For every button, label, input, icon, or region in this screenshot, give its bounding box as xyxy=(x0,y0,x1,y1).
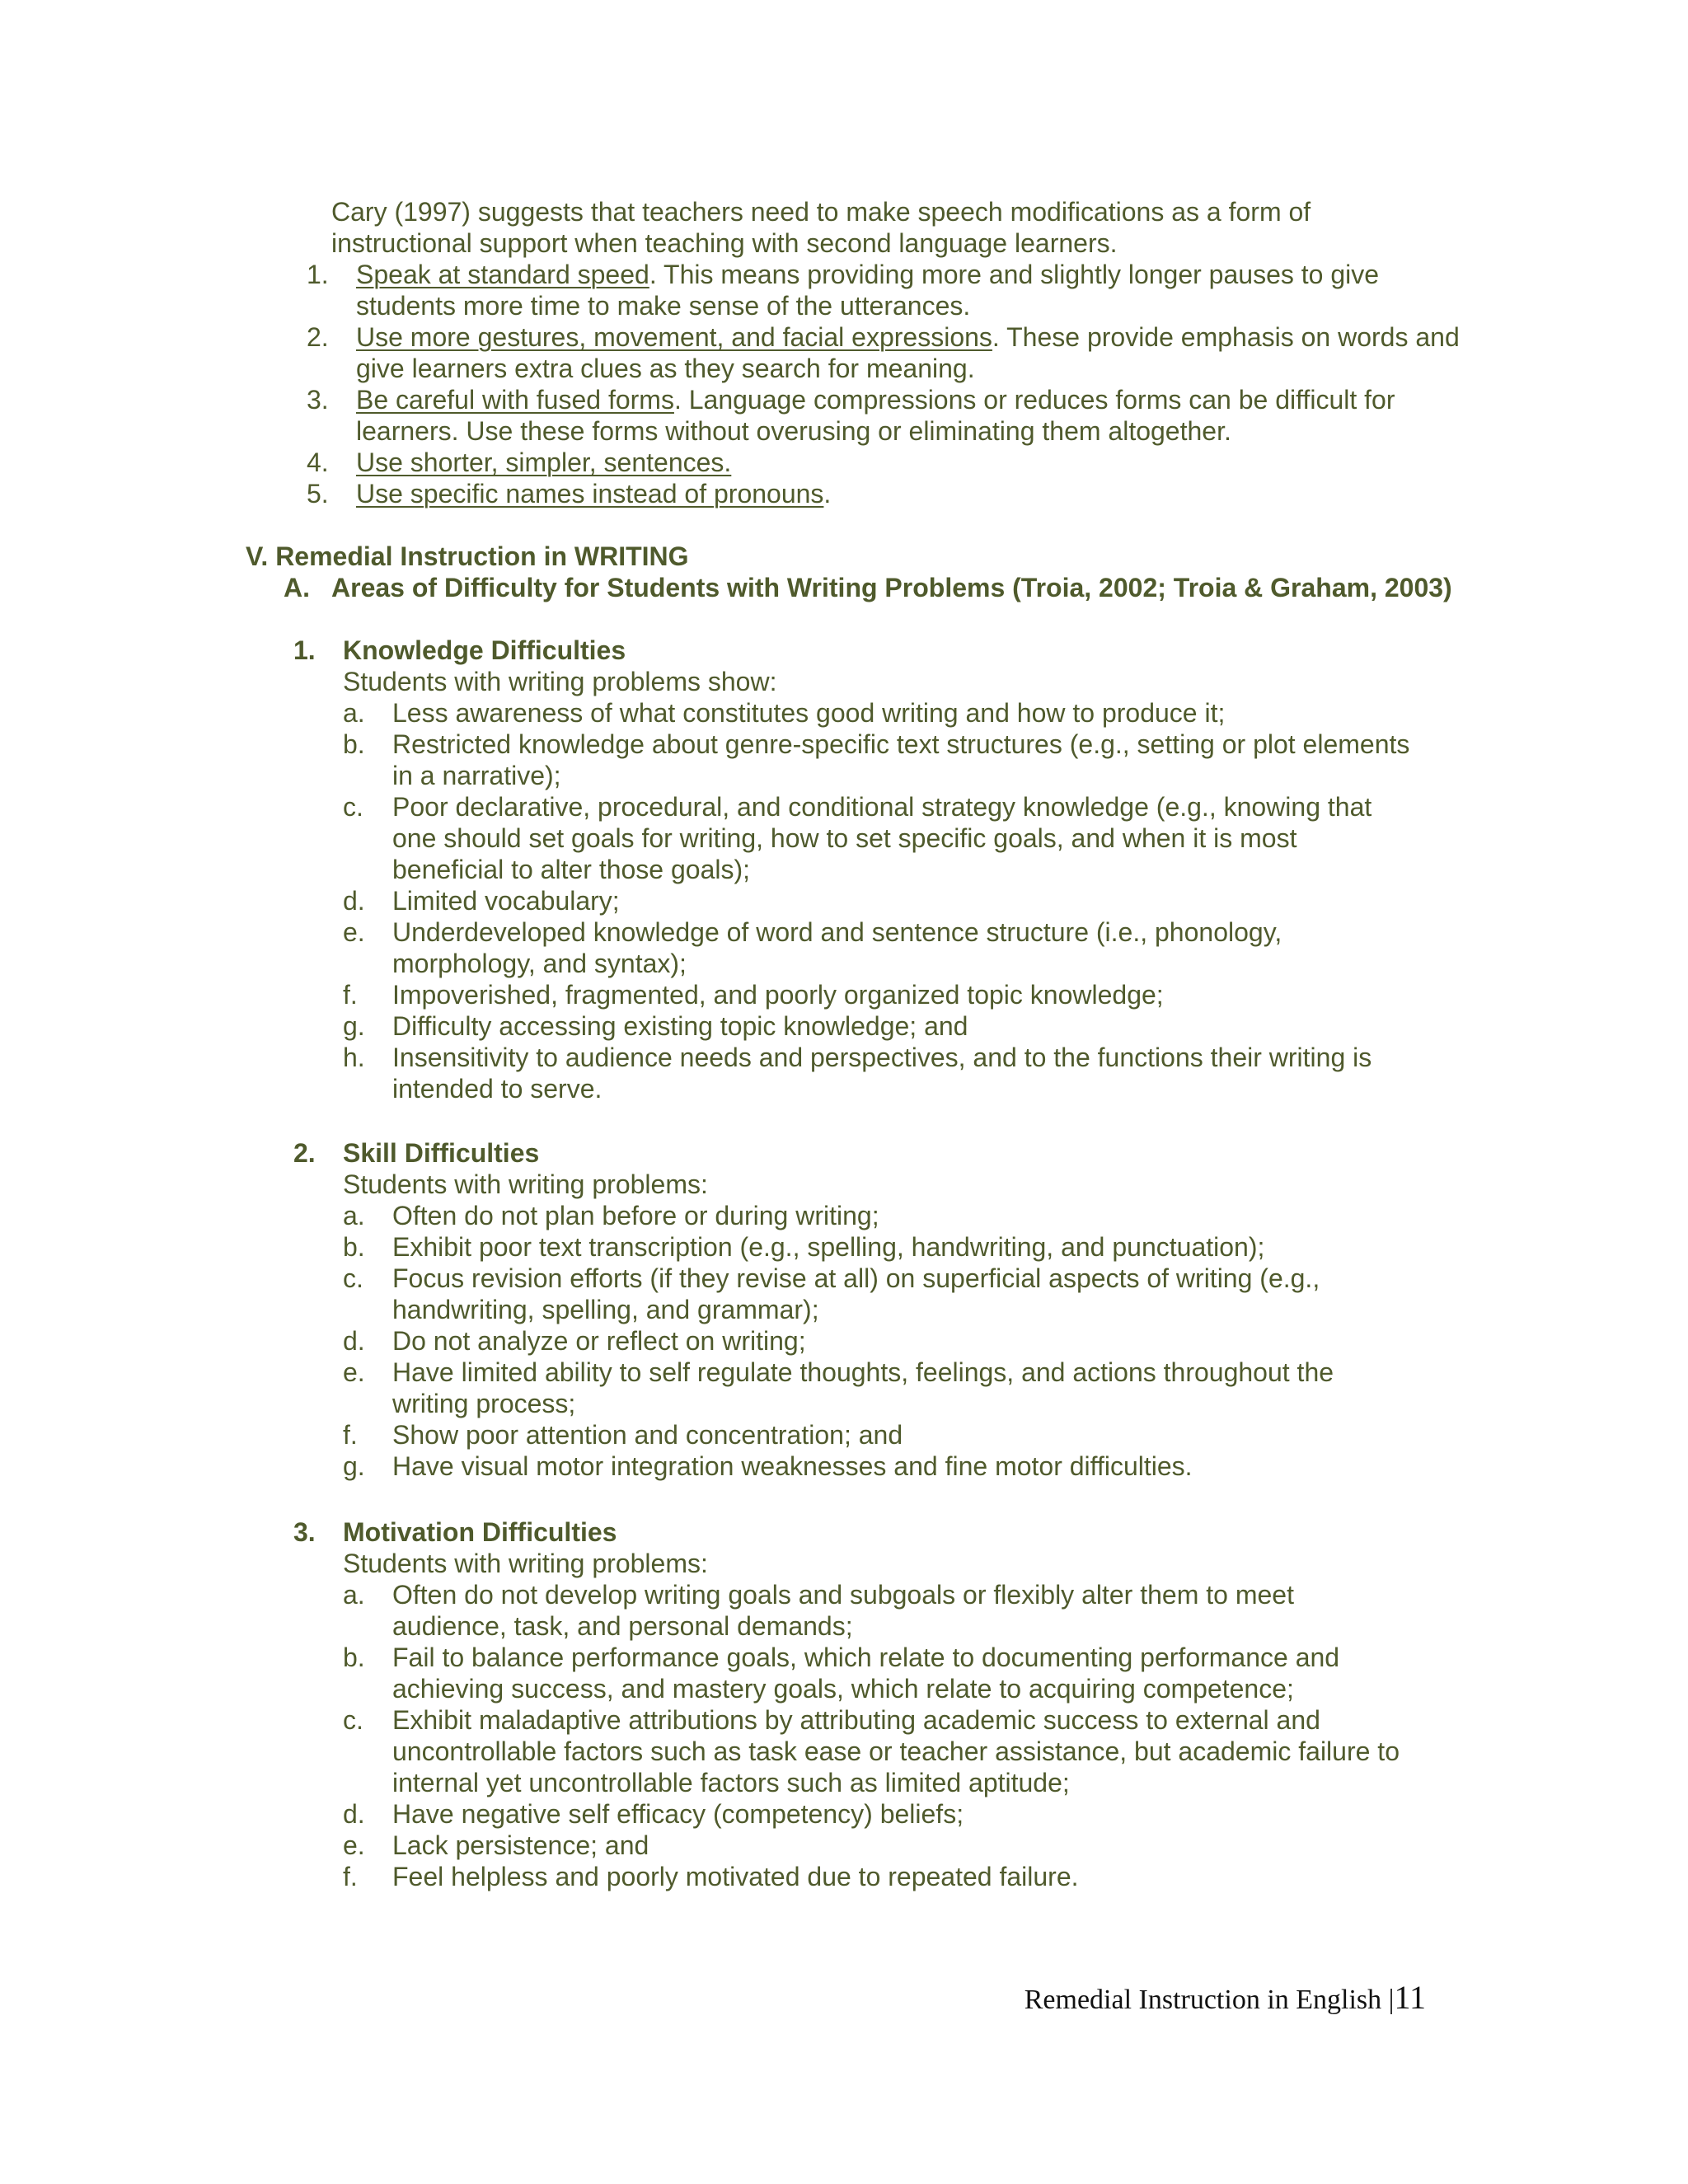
subsection-number: 2. xyxy=(293,1138,316,1168)
item-text: Have negative self efficacy (competency) beliefs; xyxy=(392,1799,964,1829)
item-number: 4. xyxy=(307,448,329,477)
list-item xyxy=(343,1830,1480,1861)
item-link[interactable]: Use shorter, simpler, sentences. xyxy=(356,448,732,477)
list-item xyxy=(343,697,1480,729)
item-letter: b. xyxy=(343,729,365,759)
item-letter: c. xyxy=(343,1705,363,1735)
item-text: Have visual motor integration weaknesses and fine motor difficulties. xyxy=(392,1451,1193,1481)
item-text: Lack persistence; and xyxy=(392,1830,649,1860)
footer-title: Remedial Instruction in English | xyxy=(1024,1985,1395,2015)
difficulty-list xyxy=(343,1579,1480,1892)
item-rest: . These provide emphasis on words and give learners extra clues as they search for meaning. xyxy=(356,322,1460,383)
subsection-lead: Students with writing problems: xyxy=(343,1549,708,1578)
item-text: Difficulty accessing existing topic knowledge; and xyxy=(392,1011,968,1041)
item-text: Have limited ability to self regulate thoughts, feelings, and actions throughout the writing process; xyxy=(392,1357,1334,1418)
subsection-lead: Students with writing problems: xyxy=(343,1169,708,1199)
section-heading-v: V. Remedial Instruction in WRITING xyxy=(246,541,689,571)
section-heading-a xyxy=(284,572,1470,603)
list-item xyxy=(343,916,1480,979)
item-text: Poor declarative, procedural, and conditional strategy knowledge (e.g., knowing that one should set goals for writing, how to set specific goals, and when it is most beneficial to alter those goals); xyxy=(392,792,1372,884)
item-number: 5. xyxy=(307,479,329,509)
item-link[interactable]: Use more gestures, movement, and facial expressions xyxy=(356,322,992,352)
subsection-skill xyxy=(293,1137,1480,1482)
list-item xyxy=(343,979,1480,1010)
speech-modifications-list xyxy=(307,259,1461,509)
item-text: Focus revision efforts (if they revise at all) on superficial aspects of writing (e.g., handwriting, spelling, and grammar); xyxy=(392,1263,1320,1324)
list-item xyxy=(307,478,1461,509)
item-link[interactable]: Speak at standard speed xyxy=(356,260,649,289)
list-item xyxy=(343,1798,1480,1830)
item-text: Less awareness of what constitutes good writing and how to produce it; xyxy=(392,698,1226,728)
subsection-number: 1. xyxy=(293,635,316,665)
subsection-title: Skill Difficulties xyxy=(343,1138,540,1168)
subsection-knowledge xyxy=(293,635,1480,1104)
item-text xyxy=(356,447,731,478)
item-letter: e. xyxy=(343,1357,365,1387)
subsection-title: Motivation Difficulties xyxy=(343,1517,617,1547)
item-text: Often do not plan before or during writing; xyxy=(392,1201,879,1230)
item-letter: a. xyxy=(343,1580,365,1610)
item-letter: g. xyxy=(343,1451,365,1481)
item-text: Underdeveloped knowledge of word and sentence structure (i.e., phonology, morphology, and syntax); xyxy=(392,917,1282,978)
list-item xyxy=(343,1042,1480,1104)
section-a-label: A. xyxy=(284,573,310,602)
list-item xyxy=(343,1419,1480,1451)
list-item xyxy=(307,321,1461,384)
item-number: 2. xyxy=(307,322,329,352)
subsection-motivation xyxy=(293,1516,1480,1892)
subsection-lead: Students with writing problems show: xyxy=(343,667,777,696)
item-text: Impoverished, fragmented, and poorly organized topic knowledge; xyxy=(392,980,1164,1010)
difficulty-list xyxy=(343,1200,1480,1482)
item-letter: d. xyxy=(343,1799,365,1829)
item-letter: b. xyxy=(343,1643,365,1672)
item-letter: d. xyxy=(343,1326,365,1356)
item-text: Feel helpless and poorly motivated due to repeated failure. xyxy=(392,1862,1079,1891)
item-letter: e. xyxy=(343,917,365,947)
subsection-heading xyxy=(293,635,1480,666)
list-item xyxy=(343,1357,1480,1419)
item-link[interactable]: Use specific names instead of pronouns xyxy=(356,479,824,509)
page-footer xyxy=(931,1981,1426,2017)
list-item xyxy=(343,729,1480,791)
item-link[interactable]: Be careful with fused forms xyxy=(356,385,674,415)
list-item xyxy=(343,1325,1480,1357)
item-number: 3. xyxy=(307,385,329,415)
item-text xyxy=(356,478,831,509)
list-item xyxy=(343,791,1480,885)
item-letter: a. xyxy=(343,698,365,728)
item-text: Show poor attention and concentration; and xyxy=(392,1420,903,1450)
item-letter: a. xyxy=(343,1201,365,1230)
page-number: 11 xyxy=(1394,1979,1426,2016)
list-item xyxy=(343,885,1480,916)
item-text xyxy=(356,321,1461,384)
item-text: Do not analyze or reflect on writing; xyxy=(392,1326,806,1356)
intro-paragraph: Cary (1997) suggests that teachers need to make speech modifications as a form of instructional support when teaching with second language learners. xyxy=(331,197,1311,258)
item-rest: . This means providing more and slightly longer pauses to give students more time to make sense of the utterances. xyxy=(356,260,1380,321)
subsection-number: 3. xyxy=(293,1517,316,1547)
item-letter: b. xyxy=(343,1232,365,1262)
list-item xyxy=(343,1263,1480,1325)
list-item xyxy=(307,447,1461,478)
item-letter: d. xyxy=(343,886,365,916)
list-item xyxy=(343,1579,1480,1642)
subsection-heading xyxy=(293,1516,1480,1548)
item-text: Limited vocabulary; xyxy=(392,886,620,916)
item-text: Fail to balance performance goals, which relate to documenting performance and achieving success, and mastery goals, which relate to acquiring competence; xyxy=(392,1643,1340,1704)
item-number: 1. xyxy=(307,260,329,289)
list-item xyxy=(343,1231,1480,1263)
item-text: Often do not develop writing goals and subgoals or flexibly alter them to meet audience, task, and personal demands; xyxy=(392,1580,1294,1641)
item-text xyxy=(356,259,1461,321)
section-a-title: Areas of Difficulty for Students with Writing Problems (Troia, 2002; Troia & Graham, 2003) xyxy=(331,573,1452,602)
item-letter: f. xyxy=(343,1862,358,1891)
item-letter: c. xyxy=(343,1263,363,1293)
subsection-heading xyxy=(293,1137,1480,1169)
list-item xyxy=(307,384,1461,447)
list-item xyxy=(343,1200,1480,1231)
list-item xyxy=(343,1861,1480,1892)
item-text: Insensitivity to audience needs and perspectives, and to the functions their writing is intended to serve. xyxy=(392,1043,1372,1104)
item-text: Exhibit maladaptive attributions by attributing academic success to external and uncontrollable factors such as task ease or teacher assistance, but academic failure to internal yet uncontrollable factors such as limited aptitude; xyxy=(392,1705,1400,1797)
item-text: Restricted knowledge about genre-specific text structures (e.g., setting or plot elements in a narrative); xyxy=(392,729,1410,790)
item-letter: h. xyxy=(343,1043,365,1072)
list-item xyxy=(343,1451,1480,1482)
item-rest: . xyxy=(823,479,832,509)
difficulty-list xyxy=(343,697,1480,1104)
item-letter: g. xyxy=(343,1011,365,1041)
item-rest: . Language compressions or reduces forms can be difficult for learners. Use these forms without overusing or eliminating them altogether. xyxy=(356,385,1395,446)
item-text xyxy=(356,384,1461,447)
item-letter: f. xyxy=(343,1420,358,1450)
list-item xyxy=(343,1010,1480,1042)
list-item xyxy=(343,1704,1480,1798)
item-letter: f. xyxy=(343,980,358,1010)
item-letter: e. xyxy=(343,1830,365,1860)
item-text: Exhibit poor text transcription (e.g., spelling, handwriting, and punctuation); xyxy=(392,1232,1265,1262)
list-item xyxy=(343,1642,1480,1704)
item-letter: c. xyxy=(343,792,363,822)
subsection-title: Knowledge Difficulties xyxy=(343,635,626,665)
list-item xyxy=(307,259,1461,321)
